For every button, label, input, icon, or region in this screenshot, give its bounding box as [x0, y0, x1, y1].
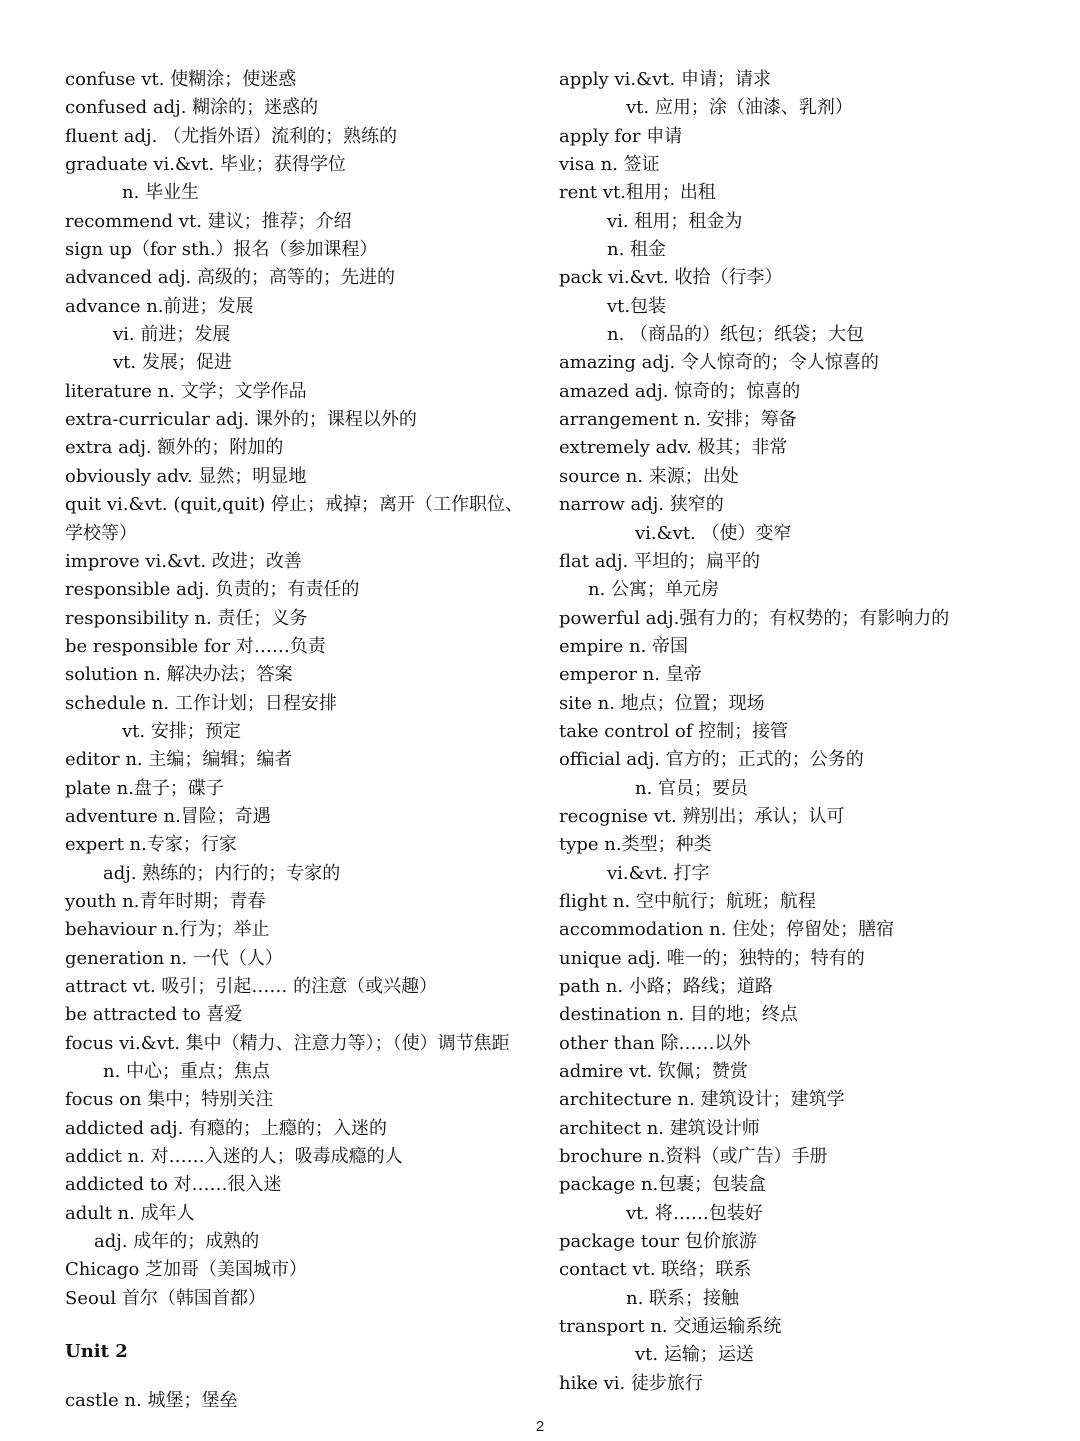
vocab-entry: extremely adv. 极其；非常	[559, 437, 788, 459]
vocab-entry: flight n. 空中航行；航班；航程	[559, 890, 816, 912]
vocab-entry: generation n. 一代（人）	[65, 947, 283, 969]
right-entries	[559, 66, 1029, 1398]
vocab-entry: adventure n.冒险；奇遇	[65, 805, 271, 827]
vocab-entry: amazed adj. 惊奇的；惊喜的	[559, 380, 801, 402]
vocab-entry: official adj. 官方的；正式的；公务的	[559, 749, 864, 771]
vocab-entry: be attracted to 喜爱	[65, 1004, 243, 1026]
vocab-entry: flat adj. 平坦的；扁平的	[559, 550, 760, 572]
vocab-entry: package n.包裹；包装盒	[559, 1174, 767, 1196]
vocab-entry: n. 联系；接触	[626, 1287, 740, 1309]
vocab-entry: n. 官员；要员	[635, 777, 749, 799]
vocab-entry: transport n. 交通运输系统	[559, 1316, 782, 1338]
vocab-entry: n. 租金	[607, 239, 667, 261]
vocab-entry: empire n. 帝国	[559, 635, 689, 657]
vocab-entry: behaviour n.行为；举止	[65, 919, 270, 941]
vocab-entry: advanced adj. 高级的；高等的；先进的	[65, 267, 396, 289]
vocab-entry: recommend vt. 建议；推荐；介绍	[65, 210, 352, 232]
section-gap	[65, 1367, 535, 1387]
vocab-entry: addicted adj. 有瘾的；上瘾的；入迷的	[65, 1117, 388, 1139]
vocab-entry: adj. 熟练的；内行的；专家的	[103, 862, 341, 884]
vocab-entry: hike vi. 徒步旅行	[559, 1372, 703, 1394]
vocab-entry: Chicago 芝加哥（美国城市）	[65, 1259, 308, 1281]
vocab-entry: 学校等）	[65, 522, 137, 544]
vocab-entry: apply vi.&vt. 申请；请求	[559, 69, 771, 90]
vocab-entry: admire vt. 钦佩；赞赏	[559, 1061, 748, 1083]
section-gap	[65, 1313, 535, 1337]
vocab-entry: vi.&vt. 打字	[607, 862, 710, 884]
vocab-entry: accommodation n. 住处；停留处；膳宿	[559, 919, 895, 941]
vocab-entry: destination n. 目的地；终点	[559, 1004, 798, 1026]
vocab-entry: extra-curricular adj. 课外的；课程以外的	[65, 409, 417, 431]
vocab-entry: castle n. 城堡；堡垒	[65, 1390, 238, 1412]
vocab-entry: fluent adj. （尤指外语）流利的；熟练的	[65, 125, 398, 147]
vocab-entry: vt.包装	[607, 295, 667, 317]
vocab-entry: rent vt.租用；出租	[559, 182, 716, 204]
vocab-entry: path n. 小路；路线；道路	[559, 976, 773, 997]
vocab-entry: amazing adj. 令人惊奇的；令人惊喜的	[559, 352, 879, 374]
vocab-entry: architecture n. 建筑设计；建筑学	[559, 1089, 845, 1111]
vocab-entry: addict n. 对……入迷的人；吸毒成瘾的人	[65, 1146, 403, 1168]
vocab-entry: literature n. 文学；文学作品	[65, 380, 307, 402]
vocab-entry: attract vt. 吸引；引起…… 的注意（或兴趣）	[65, 976, 438, 997]
vocab-entry: vt. 应用；涂（油漆、乳剂）	[626, 97, 853, 119]
left-entries	[65, 66, 535, 1313]
right-column	[559, 66, 1029, 1398]
vocab-entry: source n. 来源；出处	[559, 465, 739, 487]
vocab-entry: emperor n. 皇帝	[559, 664, 702, 686]
vocab-entry: package tour 包价旅游	[559, 1231, 757, 1253]
vocab-entry: graduate vi.&vt. 毕业；获得学位	[65, 154, 346, 176]
vocab-entry: focus on 集中；特别关注	[65, 1089, 274, 1111]
vocab-entry: n. 中心；重点；焦点	[103, 1061, 271, 1083]
vocab-entry: be responsible for 对……负责	[65, 635, 326, 657]
vocab-entry: focus vi.&vt. 集中（精力、注意力等）；（使）调节焦距	[65, 1032, 510, 1054]
vocab-entry: vt. 发展；促进	[113, 352, 232, 374]
vocab-entry: obviously adv. 显然；明显地	[65, 465, 307, 487]
vocab-entry: confused adj. 糊涂的；迷惑的	[65, 97, 319, 119]
page-number: 2	[535, 1418, 545, 1435]
vocab-entry: Seoul 首尔（韩国首都）	[65, 1287, 266, 1309]
vocab-entry: contact vt. 联络；联系	[559, 1259, 752, 1281]
vocab-entry: powerful adj.强有力的；有权势的；有影响力的	[559, 607, 950, 629]
vocab-entry: n. （商品的）纸包；纸袋；大包	[607, 324, 865, 346]
vocab-entry: adult n. 成年人	[65, 1202, 195, 1224]
vocab-entry: responsibility n. 责任；义务	[65, 607, 308, 629]
vocab-entry: vt. 安排；预定	[122, 720, 241, 742]
vocab-entry: type n.类型；种类	[559, 834, 712, 856]
vocab-entry: extra adj. 额外的；附加的	[65, 437, 284, 459]
unit-heading: Unit 2	[65, 1341, 128, 1363]
vocab-entry: narrow adj. 狭窄的	[559, 494, 724, 516]
vocab-entry: architect n. 建筑设计师	[559, 1117, 760, 1139]
vocab-entry: youth n.青年时期；青春	[65, 890, 266, 912]
vocab-entry: schedule n. 工作计划；日程安排	[65, 692, 337, 714]
vocab-entry: advance n.前进；发展	[65, 295, 254, 317]
vocab-entry: arrangement n. 安排；筹备	[559, 409, 797, 431]
vocab-entry: pack vi.&vt. 收拾（行李）	[559, 267, 783, 289]
vocab-entry: apply for 申请	[559, 125, 683, 147]
vocab-entry: vi.&vt. （使）变窄	[635, 522, 792, 544]
vocab-entry: site n. 地点；位置；现场	[559, 692, 765, 714]
vocab-entry: vt. 将……包装好	[626, 1202, 763, 1224]
vocab-entry: responsible adj. 负责的；有责任的	[65, 579, 360, 601]
vocab-entry: solution n. 解决办法；答案	[65, 664, 293, 686]
left-after-heading-entries	[65, 1387, 535, 1415]
vocab-entry: n. 公寓；单元房	[588, 579, 720, 601]
vocab-entry: vi. 前进；发展	[113, 324, 231, 346]
vocab-entry: recognise vt. 辨别出；承认；认可	[559, 805, 845, 827]
vocab-entry: expert n.专家；行家	[65, 834, 237, 856]
vocab-entry: unique adj. 唯一的；独特的；特有的	[559, 947, 865, 969]
vocab-entry: improve vi.&vt. 改进；改善	[65, 550, 302, 572]
vocab-entry: plate n.盘子；碟子	[65, 777, 224, 799]
vocab-entry: vt. 运输；运送	[635, 1344, 754, 1366]
vocab-entry: vi. 租用；租金为	[607, 210, 743, 232]
vocab-entry: other than 除……以外	[559, 1032, 751, 1054]
vocab-entry: visa n. 签证	[559, 154, 660, 176]
vocab-entry: sign up（for sth.）报名（参加课程）	[65, 239, 378, 261]
vocab-entry: editor n. 主编；编辑；编者	[65, 749, 293, 771]
vocab-entry: addicted to 对……很入迷	[65, 1174, 282, 1196]
vocab-entry: confuse vt. 使糊涂；使迷惑	[65, 69, 297, 90]
left-column	[65, 66, 535, 1415]
vocab-entry: take control of 控制；接管	[559, 720, 789, 742]
vocab-entry: n. 毕业生	[122, 182, 200, 204]
vocab-entry: brochure n.资料（或广告）手册	[559, 1146, 828, 1168]
vocab-entry: adj. 成年的；成熟的	[94, 1231, 260, 1253]
vocab-entry: quit vi.&vt. (quit,quit) 停止；戒掉；离开（工作职位、	[65, 494, 524, 516]
